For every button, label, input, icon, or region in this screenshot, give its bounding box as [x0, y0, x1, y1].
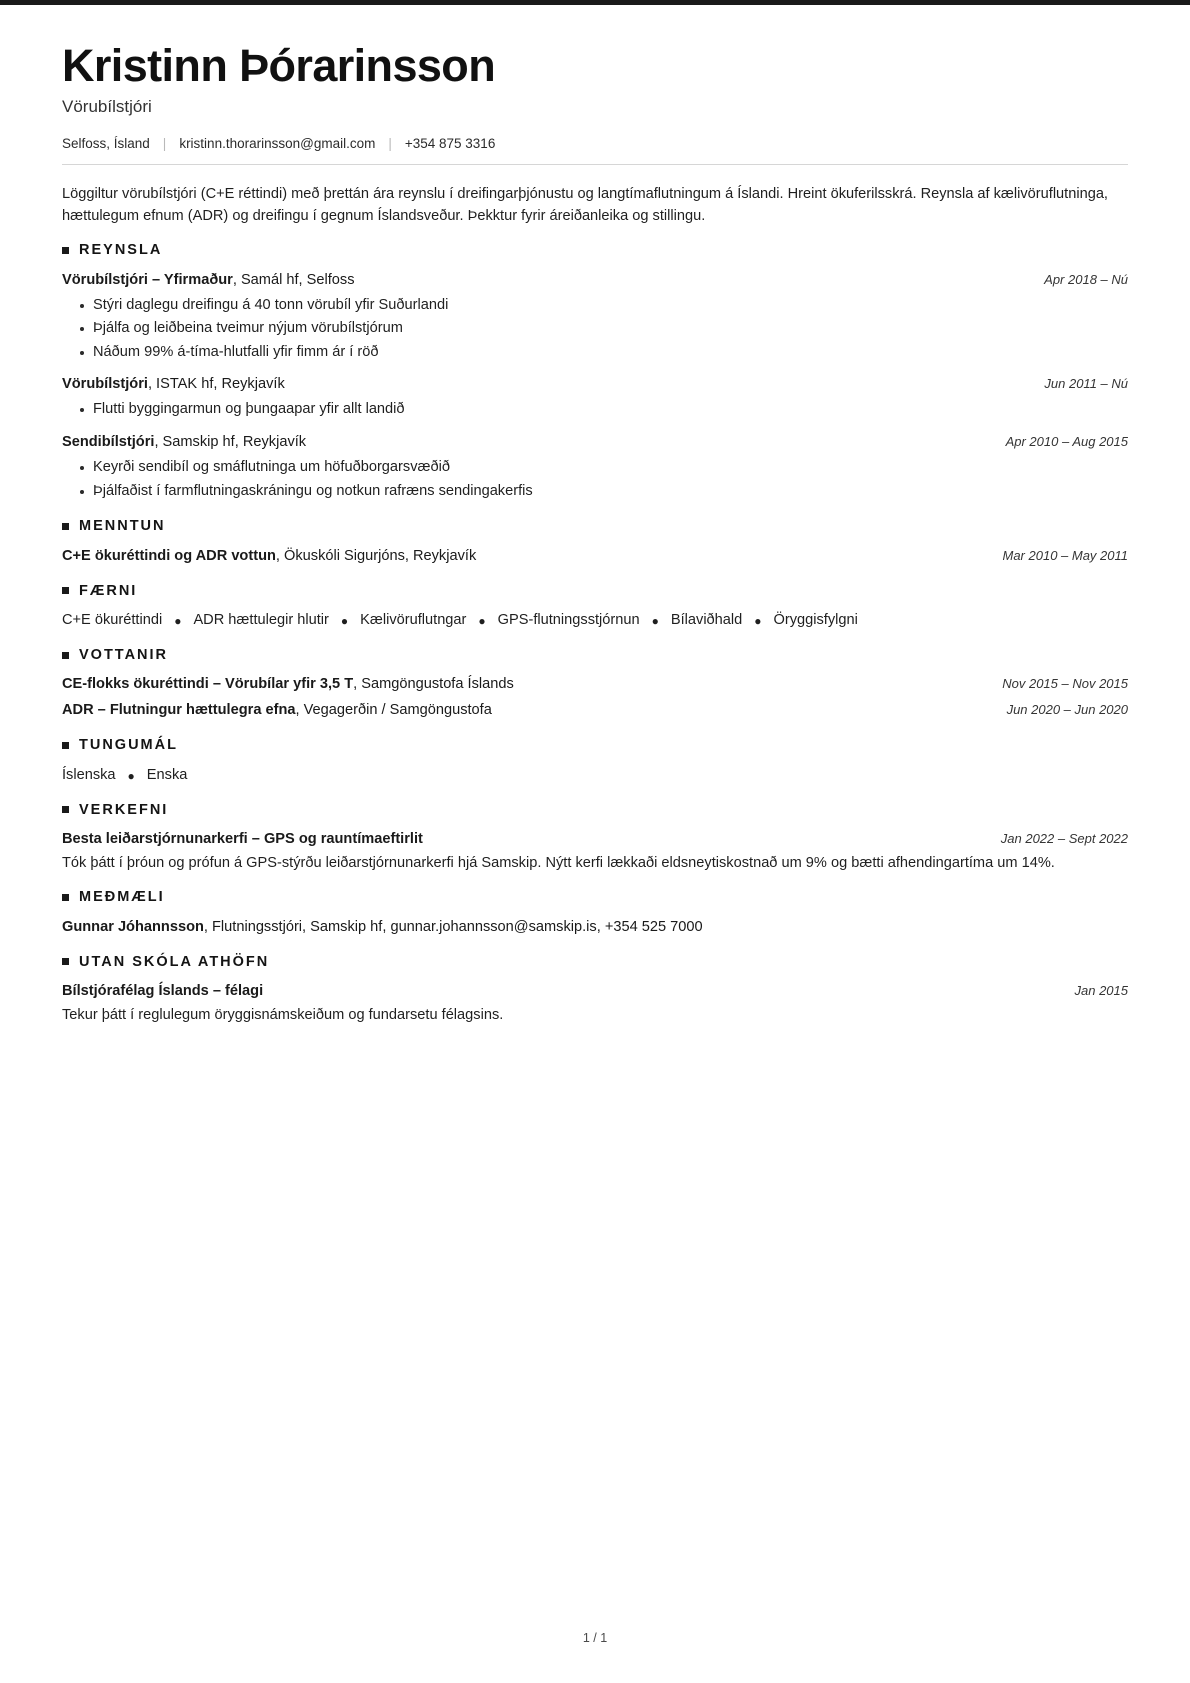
section-projects	[62, 803, 1128, 875]
section-languages	[62, 738, 1128, 786]
entry-role: C+E ökuréttindi og ADR vottun	[62, 547, 276, 564]
section-education	[62, 519, 1128, 567]
entry-role: Besta leiðarstjórnunarkerfi – GPS og rauntímaeftirlit	[62, 831, 423, 848]
separator-dot-icon: ●	[478, 613, 486, 628]
square-bullet-icon	[62, 652, 69, 659]
section-title-references: MEÐMÆLI	[79, 889, 165, 906]
skill-item: Bílaviðhald	[670, 612, 743, 629]
entry-title	[62, 674, 984, 696]
section-title-projects: VERKEFNI	[79, 801, 169, 818]
entry-role: ADR – Flutningur hættulegra efna	[62, 702, 296, 719]
reference-entry	[62, 917, 1128, 939]
skill-item: Öryggisfylgni	[773, 612, 858, 629]
separator-dot-icon: ●	[754, 613, 762, 628]
section-title-skills: FÆRNI	[79, 582, 138, 599]
skill-item: C+E ökuréttindi	[62, 612, 163, 629]
entry-header-row	[62, 674, 1128, 696]
square-bullet-icon	[62, 894, 69, 901]
entry-date: Jun 2020 – Jun 2020	[1006, 702, 1128, 718]
contact-divider-2: |	[388, 135, 392, 151]
entry-title	[62, 981, 1057, 1003]
entry-header-row	[62, 374, 1128, 396]
page-indicator: 1 / 1	[582, 1631, 608, 1645]
separator-dot-icon: ●	[127, 768, 135, 783]
entry-title	[62, 917, 1128, 939]
entry-role: Bílstjórafélag Íslands – félagi	[62, 983, 264, 1000]
entry-org: , ISTAK hf, Reykjavík	[147, 376, 285, 393]
entry-org: , Ökuskóli Sigurjóns, Reykjavík	[275, 547, 477, 564]
header-divider	[62, 164, 1128, 165]
entry-date: Jun 2011 – Nú	[1044, 376, 1128, 392]
section-header-education	[62, 519, 1128, 534]
certification-entry	[62, 674, 1128, 696]
summary-text: Löggiltur vörubílstjóri (C+E réttindi) með þrettán ára reynslu í dreifingarþjónustu og langtímaflutningum á Íslandi. Hreint ökuferilsskrá. Reynsla af kælivöruflutninga, hættulegum efnum (ADR) og dreifingu í gegnum Íslandsveður. Þekktur fyrir áreiðanleika og stillingu.	[62, 185, 1108, 224]
entry-bullet-list	[62, 456, 1128, 503]
entry-bullet-list	[62, 398, 1128, 422]
section-title-languages: TUNGUMÁL	[79, 737, 178, 754]
section-skills	[62, 584, 1128, 632]
entry-role: Gunnar Jóhannsson	[62, 918, 204, 935]
contact-email[interactable]: kristinn.thorarinsson@gmail.com	[179, 135, 376, 151]
section-header-extracurricular	[62, 955, 1128, 970]
square-bullet-icon	[62, 587, 69, 594]
separator-dot-icon: ●	[651, 613, 659, 628]
education-entry	[62, 546, 1128, 568]
section-references	[62, 890, 1128, 938]
section-header-projects	[62, 803, 1128, 818]
extracurricular-description: Tekur þátt í reglulegum öryggisnámskeiðum og fundarsetu félagsins.	[62, 1006, 504, 1023]
contact-divider-1: |	[162, 135, 167, 151]
contact-bar	[62, 136, 1128, 151]
entry-date: Jan 2015	[1074, 983, 1128, 999]
list-item: Þjálfa og leiðbeina tveimur nýjum vörubílstjórum	[62, 317, 1128, 341]
experience-entry	[62, 270, 1128, 365]
section-extracurricular	[62, 955, 1128, 1027]
section-experience	[62, 243, 1128, 503]
separator-dot-icon: ●	[174, 613, 182, 628]
square-bullet-icon	[62, 742, 69, 749]
entry-date: Jan 2022 – Sept 2022	[1000, 831, 1128, 847]
entry-org: , Samál hf, Selfoss	[232, 271, 355, 288]
section-title-certifications: VOTTANIR	[79, 646, 169, 663]
section-header-references	[62, 890, 1128, 905]
entry-role: CE-flokks ökuréttindi – Vörubílar yfir 3,5 T	[62, 676, 354, 693]
contact-phone: +354 875 3316	[404, 135, 496, 151]
list-item: Flutti byggingarmun og þungaapar yfir allt landið	[62, 398, 1128, 422]
entry-header-row	[62, 270, 1128, 292]
entry-org: , Flutningsstjóri, Samskip hf, gunnar.johannsson@samskip.is, +354 525 7000	[203, 918, 703, 935]
entry-title	[62, 829, 983, 851]
entry-role: Sendibílstjóri	[62, 433, 155, 450]
entry-header-row	[62, 432, 1128, 454]
section-certifications	[62, 648, 1128, 722]
entry-title	[62, 270, 1026, 292]
entry-header-row	[62, 981, 1128, 1003]
square-bullet-icon	[62, 958, 69, 965]
language-item: Íslenska	[62, 766, 116, 783]
page-footer	[0, 1631, 1190, 1645]
entry-org: , Samgöngustofa Íslands	[353, 676, 514, 693]
list-item: Keyrði sendibíl og smáflutninga um höfuðborgarsvæðið	[62, 456, 1128, 480]
entry-title	[62, 546, 985, 568]
experience-entry	[62, 374, 1128, 422]
entry-role: Vörubílstjóri	[62, 376, 148, 393]
entry-org: , Vegagerðin / Samgöngustofa	[295, 702, 492, 719]
skill-item: GPS-flutningsstjórnun	[497, 612, 640, 629]
entry-role: Vörubílstjóri – Yfirmaður	[62, 271, 233, 288]
languages-list	[62, 765, 1128, 787]
section-title-education: MENNTUN	[79, 518, 166, 535]
entry-title	[62, 374, 1026, 396]
entry-header-row	[62, 917, 1128, 939]
list-item: Þjálfaðist í farmflutningaskráningu og notkun rafræns sendingakerfis	[62, 480, 1128, 504]
square-bullet-icon	[62, 523, 69, 530]
experience-entry	[62, 432, 1128, 503]
entry-header-row	[62, 700, 1128, 722]
entry-bullet-list	[62, 294, 1128, 365]
entry-date: Mar 2010 – May 2011	[1002, 547, 1128, 563]
section-title-extracurricular: UTAN SKÓLA ATHÖFN	[79, 953, 270, 970]
entry-date: Apr 2018 – Nú	[1044, 271, 1128, 287]
square-bullet-icon	[62, 806, 69, 813]
language-item: Enska	[146, 766, 188, 783]
section-header-experience	[62, 243, 1128, 258]
entry-org: , Samskip hf, Reykjavík	[154, 433, 307, 450]
square-bullet-icon	[62, 247, 69, 254]
separator-dot-icon: ●	[340, 613, 349, 628]
skill-item: ADR hættulegir hlutir	[193, 612, 329, 629]
list-item: Stýri daglegu dreifingu á 40 tonn vörubíl yfir Suðurlandi	[62, 294, 1128, 318]
project-description: Tók þátt í þróun og prófun á GPS-stýrðu leiðarstjórnunarkerfi hjá Samskip. Nýtt kerfi lækkaði eldsneytiskostnað um 9% og bætti afhendingartíma um 14%.	[62, 854, 1055, 871]
top-accent-bar	[0, 0, 1190, 5]
project-entry	[62, 829, 1128, 874]
contact-location: Selfoss, Ísland	[62, 135, 150, 151]
entry-title	[62, 700, 989, 722]
extracurricular-entry	[62, 981, 1128, 1026]
section-header-certifications	[62, 648, 1128, 663]
section-title-experience: REYNSLA	[79, 242, 163, 259]
certification-entry	[62, 700, 1128, 722]
skills-list	[62, 610, 1128, 632]
entry-header-row	[62, 546, 1128, 568]
page-title: Kristinn Þórarinsson	[62, 40, 496, 91]
skill-item: Kælivöruflutngar	[360, 612, 467, 629]
entry-header-row	[62, 829, 1128, 851]
section-header-languages	[62, 738, 1128, 753]
entry-date: Apr 2010 – Aug 2015	[1005, 433, 1128, 449]
entry-title	[62, 432, 988, 454]
job-role-subtitle: Vörubílstjóri	[62, 96, 152, 116]
section-header-skills	[62, 584, 1128, 599]
entry-date: Nov 2015 – Nov 2015	[1002, 676, 1128, 692]
list-item: Náðum 99% á-tíma-hlutfalli yfir fimm ár í röð	[62, 341, 1128, 365]
